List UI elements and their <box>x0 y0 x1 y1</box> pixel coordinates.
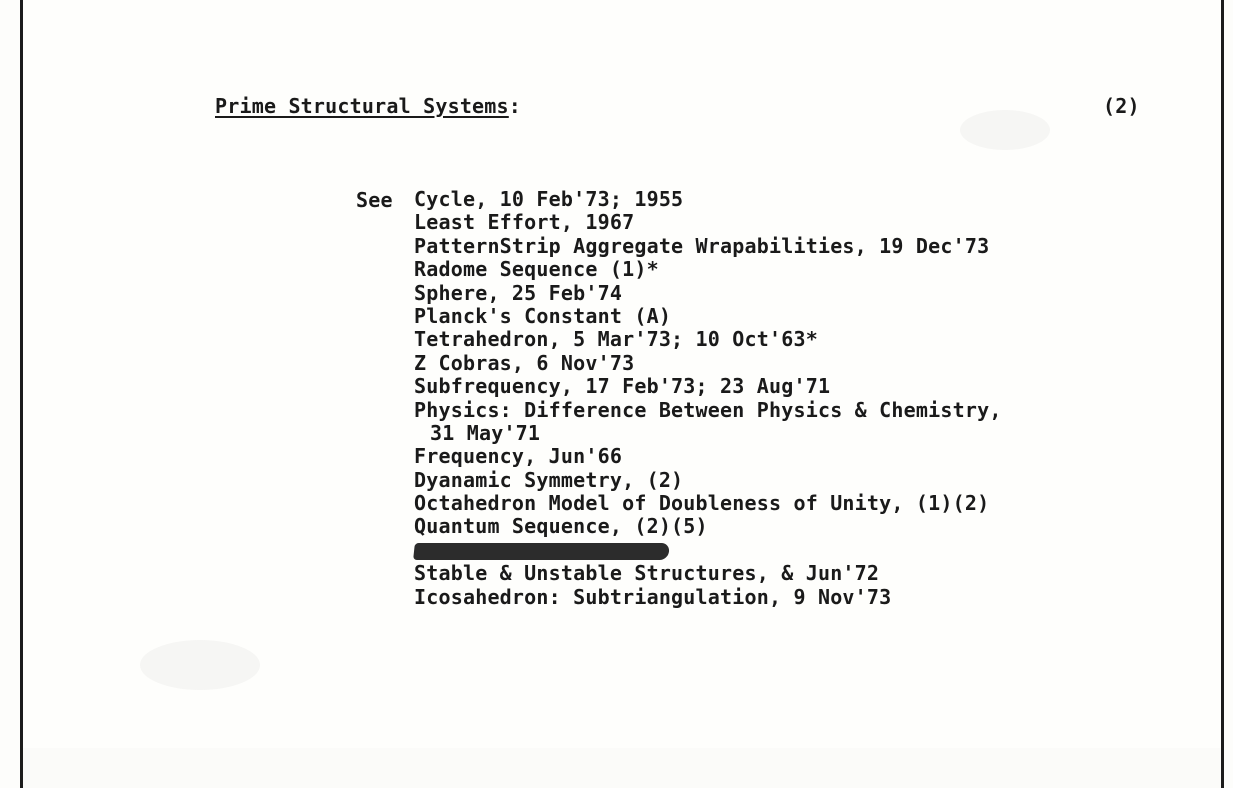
list-item: Physics: Difference Between Physics & Chemistry, <box>414 397 1002 422</box>
page-number: (2) <box>1103 94 1140 118</box>
cross-reference-list <box>414 188 1002 609</box>
list-item: Cycle, 10 Feb'73; 1955 <box>414 187 684 211</box>
paper-smudge <box>140 640 260 690</box>
list-item-continuation: 31 May'71 <box>430 420 541 445</box>
list-item: Radome Sequence (1)* <box>414 257 659 282</box>
redaction-bar <box>413 543 670 560</box>
next-card-edge <box>20 748 1224 788</box>
list-item: Sphere, 25 Feb'74 <box>414 280 623 305</box>
see-label: See <box>356 188 393 212</box>
heading-colon: : <box>508 94 522 118</box>
list-item: Subfrequency, 17 Feb'73; 23 Aug'71 <box>414 374 831 399</box>
list-item: Planck's Constant (A) <box>414 303 672 328</box>
card-heading <box>215 94 521 118</box>
heading-title: Prime Structural Systems <box>215 94 509 118</box>
list-item: Least Effort, 1967 <box>414 210 635 235</box>
redacted-entry <box>414 539 1002 562</box>
list-item: Quantum Sequence, (2)(5) <box>414 514 708 539</box>
list-item: Frequency, Jun'66 <box>414 444 623 469</box>
list-item: Stable & Unstable Structures, & Jun'72 <box>414 561 880 586</box>
list-item: Dyanamic Symmetry, (2) <box>414 467 684 492</box>
list-item: PatternStrip Aggregate Wrapabilities, 19 Dec'73 <box>414 233 990 258</box>
list-item: Octahedron Model of Doubleness of Unity, (1)(2) <box>414 491 990 516</box>
list-item: Tetrahedron, 5 Mar'73; 10 Oct'63* <box>414 327 818 352</box>
paper-smudge <box>960 110 1050 150</box>
list-item: Icosahedron: Subtriangulation, 9 Nov'73 <box>414 584 892 609</box>
list-item: Z Cobras, 6 Nov'73 <box>414 350 635 375</box>
